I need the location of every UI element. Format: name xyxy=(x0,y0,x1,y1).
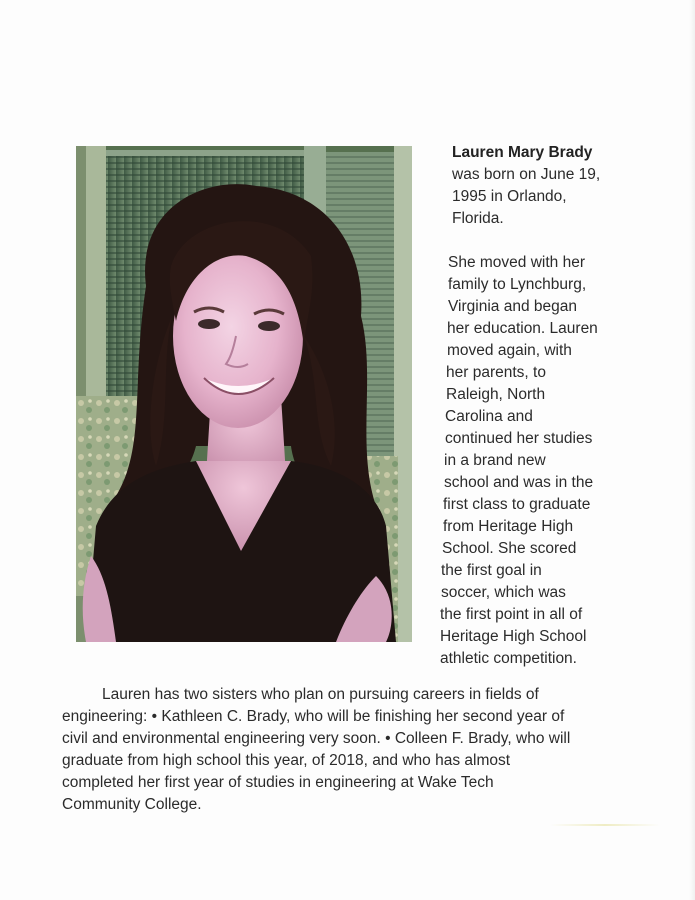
scan-edge-shadow xyxy=(689,0,695,900)
birth-line: Florida. xyxy=(452,210,504,227)
biography-side-column xyxy=(440,142,620,670)
paragraph-gap xyxy=(440,230,620,252)
portrait-photo xyxy=(76,146,412,642)
paragraph-line: civil and environmental engineering very soon. • Colleen F. Brady, who will xyxy=(62,730,571,747)
bio-line: Heritage High School xyxy=(440,628,587,645)
paragraph-line: engineering: • Kathleen C. Brady, who will be finishing her second year of xyxy=(62,708,565,725)
bio-line: Virginia and began xyxy=(448,298,577,315)
bio-line: soccer, which was xyxy=(441,584,566,601)
scan-artifact xyxy=(550,824,660,826)
bio-line: from Heritage High xyxy=(443,518,574,535)
bio-line: Carolina and xyxy=(445,408,533,425)
bio-line: School. She scored xyxy=(442,540,577,557)
bio-line: her education. Lauren xyxy=(447,320,598,337)
bio-line: first class to graduate xyxy=(443,496,591,513)
bio-line: family to Lynchburg, xyxy=(448,276,587,293)
paragraph-line: Community College. xyxy=(62,796,202,813)
bio-line: moved again, with xyxy=(447,342,572,359)
bio-line: school and was in the xyxy=(444,474,594,491)
bio-line: in a brand new xyxy=(444,452,546,469)
bio-line: Raleigh, North xyxy=(446,386,546,403)
birth-line: was born on June 19, xyxy=(452,166,601,183)
birth-line: 1995 in Orlando, xyxy=(452,188,567,205)
bio-line: She moved with her xyxy=(448,254,585,271)
person-name: Lauren Mary Brady xyxy=(452,144,593,161)
bio-line: the first point in all of xyxy=(440,606,583,623)
paragraph-line: graduate from high school this year, of 2018, and who has almost xyxy=(62,752,511,769)
bio-line: athletic competition. xyxy=(440,650,577,667)
bio-line: the first goal in xyxy=(441,562,542,579)
bio-line: her parents, to xyxy=(446,364,546,381)
paragraph-line: Lauren has two sisters who plan on pursuing careers in fields of xyxy=(102,686,539,703)
paragraph-line: completed her first year of studies in engineering at Wake Tech xyxy=(62,774,494,791)
bio-line: continued her studies xyxy=(445,430,593,447)
sisters-paragraph xyxy=(62,684,622,816)
